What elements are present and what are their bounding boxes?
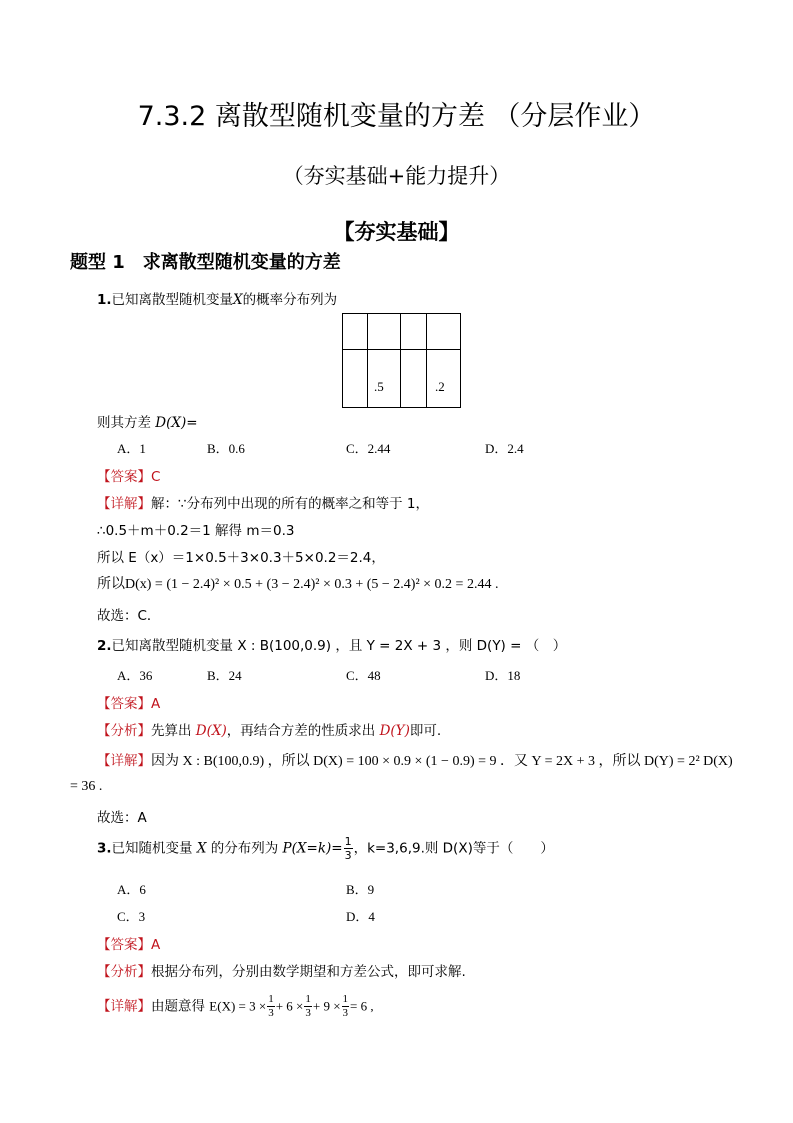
q2-analysis-text-c: 即可. — [409, 723, 442, 739]
q2-detail-cont: = 36 . — [70, 779, 103, 794]
q3-stem-text-b: 的分布列为 — [206, 840, 283, 857]
frac-num: 1 — [342, 993, 349, 1005]
table-cell — [427, 314, 461, 350]
q3-analysis — [97, 960, 466, 980]
fraction — [342, 994, 350, 1019]
q2-analysis-text: 先算出 — [151, 723, 196, 739]
q3-answer — [97, 933, 160, 953]
q1-ask-text: 则其方差 — [97, 415, 156, 431]
fraction — [267, 994, 275, 1019]
q2-detail-text: 因为 X : B(100,0.9) ，所以 D(X) = 100 × 0.9 × (1 − 0.9) = 9 ．又 Y = 2X + 3 ，所以 D(Y) = 2² D(X) — [151, 754, 733, 769]
q1-ask — [97, 411, 198, 431]
table-cell: .2 — [427, 350, 461, 408]
table-cell — [401, 350, 427, 408]
analysis-tag: 【分析】 — [97, 964, 151, 980]
table-cell — [343, 314, 368, 350]
fraction — [304, 994, 312, 1019]
q1-detail-line-2: ∴0.5＋m＋0.2＝1 解得 m＝0.3 — [97, 523, 295, 539]
q3-answer-value: A — [151, 937, 161, 953]
frac-num: 1 — [268, 993, 274, 1005]
q3-option-d: D．4 — [346, 909, 375, 924]
q3-detail-expr-c: + 9 × — [312, 998, 341, 1014]
fraction — [344, 836, 353, 861]
q2-option-c: C．48 — [346, 668, 381, 683]
q3-detail-expr-d: = 6 , — [350, 998, 374, 1014]
q2-stem-text: 已知离散型随机变量 X : B(100,0.9) ，且 Y = 2X + 3 ，则 D(Y) = （ ） — [111, 638, 567, 654]
q1-option-b: B．0.6 — [207, 441, 245, 456]
q3-detail-text: 由题意得 — [151, 998, 210, 1015]
q3-stem — [97, 836, 554, 861]
q2-option-d: D．18 — [485, 668, 521, 683]
analysis-tag: 【分析】 — [97, 723, 151, 739]
q1-answer — [97, 465, 160, 485]
q3-detail-expr-b: + 6 × — [275, 998, 304, 1014]
q3-detail-expr-a: E(X) = 3 × — [209, 998, 267, 1014]
q2-option-a: A．36 — [117, 668, 153, 683]
q1-ask-var: D(X) — [155, 415, 187, 431]
q3-stem-text: 已知随机变量 — [111, 840, 197, 857]
q1-stem-text-b: 的概率分布列为 — [242, 292, 338, 308]
q3-prob: P(X=k)= — [282, 840, 343, 857]
q2-choose-text: 故选：A — [97, 810, 147, 826]
q2-stem — [97, 634, 566, 654]
page-subtitle: （夯实基础+能力提升） — [282, 164, 511, 188]
q2-choose — [97, 806, 147, 826]
q2-analysis-dx: D(X) — [195, 723, 227, 739]
q1-stem-text: 已知离散型随机变量 — [111, 292, 234, 308]
q1-detail-line-5: 故选：C． — [97, 608, 161, 624]
q3-analysis-text: 根据分布列，分别由数学期望和方差公式，即可求解. — [151, 964, 466, 980]
frac-den: 3 — [344, 849, 352, 862]
answer-tag: 【答案】 — [97, 937, 151, 953]
q3-stem-text-c: ，k=3,6,9.则 D(X)等于（ ） — [353, 840, 554, 857]
q1-var: X — [233, 292, 243, 308]
q3-option-b: B．9 — [346, 882, 375, 897]
q2-analysis — [97, 719, 441, 739]
detail-tag: 【详解】 — [97, 998, 151, 1015]
table-cell — [343, 350, 368, 408]
table-cell: .5 — [368, 350, 401, 408]
topic-heading: 题型 1 求离散型随机变量的方差 — [70, 252, 341, 273]
detail-tag: 【详解】 — [97, 753, 151, 769]
q3-number: 3. — [97, 840, 112, 857]
table-cell — [401, 314, 427, 350]
q1-detail-text: 解：∵分布列中出现的所有的概率之和等于 1， — [151, 496, 429, 512]
q1-number: 1. — [97, 292, 112, 308]
q2-option-b: B．24 — [207, 668, 242, 683]
q2-detail — [97, 749, 733, 770]
frac-den: 3 — [268, 1007, 274, 1019]
table-cell — [368, 314, 401, 350]
q3-option-c: C．3 — [117, 909, 146, 924]
q2-answer-value: A — [151, 696, 161, 712]
q2-number: 2. — [97, 638, 112, 654]
q1-ask-eq: = — [186, 415, 198, 431]
q2-answer — [97, 692, 160, 712]
q2-analysis-dy: D(Y) — [379, 723, 410, 739]
answer-tag: 【答案】 — [97, 696, 151, 712]
frac-num: 1 — [305, 993, 311, 1005]
section-heading: 【夯实基础】 — [333, 220, 460, 244]
frac-den: 3 — [342, 1007, 349, 1019]
q1-option-c: C．2.44 — [346, 441, 391, 456]
q1-option-d: D．2.4 — [485, 441, 524, 456]
q2-analysis-text-b: ，再结合方差的性质求出 — [226, 723, 380, 739]
q1-stem — [97, 288, 337, 308]
distribution-table — [342, 313, 461, 408]
q1-detail-line-3: 所以 E（x）＝1×0.5＋3×0.3＋5×0.2＝2.4， — [97, 550, 385, 566]
detail-tag: 【详解】 — [97, 496, 151, 512]
q1-detail-line-4: 所以D(x) = (1 − 2.4)² × 0.5 + (3 − 2.4)² × 0.3 + (5 − 2.4)² × 0.2 = 2.44 . — [97, 577, 499, 592]
q1-detail-line-1 — [97, 492, 429, 512]
q3-option-a: A．6 — [117, 882, 146, 897]
q3-var: X — [196, 840, 207, 857]
page-title: 7.3.2 离散型随机变量的方差 （分层作业） — [137, 101, 656, 132]
q1-option-a: A．1 — [117, 441, 146, 456]
answer-tag: 【答案】 — [97, 469, 151, 485]
frac-den: 3 — [305, 1007, 311, 1019]
q3-detail — [97, 994, 374, 1019]
frac-num: 1 — [344, 835, 352, 848]
q1-answer-value: C — [151, 469, 161, 485]
